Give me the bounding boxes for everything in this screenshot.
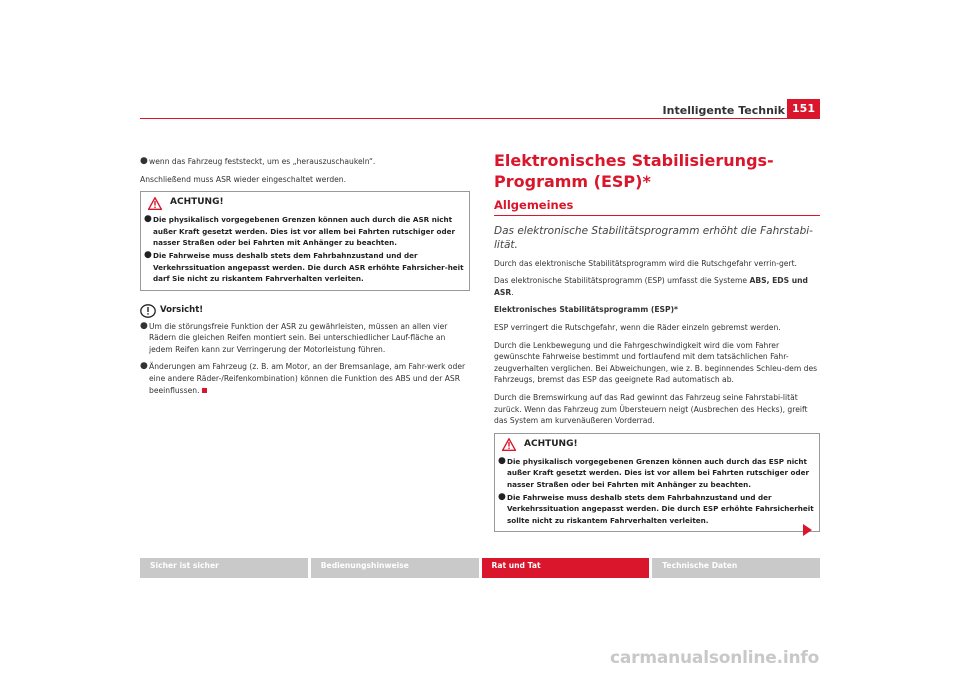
paragraph: Durch die Lenkbewegung und die Fahrgeschwindigkeit wird die vom Fahrer gewünschte Fahrweise bestimmt und fortlaufend mit dem tatsächlichen Fahr-zeugverhalten verglichen. Bei Abweichungen, wie z. B. beginnendes Schleu-dem des Fahrzeugs, bremst das ESP das geeignete Rad automatisch ab.	[494, 340, 818, 385]
caution-header	[140, 301, 470, 321]
paragraph: Das elektronische Stabilitätsprogramm (ESP) umfasst die Systeme ABS, EDS und ASR.	[494, 276, 808, 297]
tab-rat-und-tat[interactable]: Rat und Tat	[482, 558, 650, 578]
warning-triangle-icon	[148, 197, 162, 210]
bullet-icon: ●	[140, 361, 148, 372]
list-item: ● Änderungen am Fahrzeug (z. B. am Motor, an der Bremsanlage, am Fahr-werk oder eine andere Räder-/Reifenkombination) können die Funktion des ABS und der ASR beeinflussen.	[140, 361, 466, 395]
warning-title: ACHTUNG!	[524, 439, 578, 450]
page-number: 151	[787, 99, 820, 118]
bullet-icon: ●	[498, 455, 506, 466]
right-column	[494, 150, 820, 542]
footer-nav	[140, 558, 820, 578]
list-item: ● Die Fahrweise muss deshalb stets dem Fahrbahnzustand und der Verkehrssituation angepasst werden. Die durch ESP erhöhte Fahrsicherheit sollte nicht zu riskantem Fahrverhalten verleiten.	[498, 491, 814, 525]
bullet-icon: ●	[144, 250, 152, 261]
tab-bedienungshinweise[interactable]: Bedienungshinweise	[311, 558, 479, 578]
exclamation-circle-icon	[140, 304, 156, 318]
paragraph: Durch das elektronische Stabilitätsprogramm wird die Rutschgefahr verrin-gert.	[494, 258, 797, 268]
left-column	[140, 156, 470, 402]
sub-title: Elektronisches Stabilitätsprogramm (ESP)*	[494, 305, 679, 315]
paragraph: ESP verringert die Rutschgefahr, wenn die Räder einzeln gebremst werden.	[494, 322, 781, 332]
warning-title: ACHTUNG!	[170, 197, 224, 208]
bullet-icon: ●	[144, 214, 152, 225]
list-item: ● Die physikalisch vorgegebenen Grenzen können auch durch das ESP nicht außer Kraft gesetzt werden. Dies ist vor allem bei Fahrten rutschiger oder nasser Straßen oder bei Fahrten mit Anhänger zu beachten.	[498, 455, 810, 489]
list-item: ● Um die störungsfreie Funktion der ASR zu gewährleisten, müssen an allen vier Rädern die gleichen Reifen montiert sein. Bei unterschiedlicher Lauf-fläche an jedem Reifen kann zur Verringerung der Motorleistung führen.	[140, 320, 448, 354]
bullet-icon: ●	[498, 491, 506, 502]
caution-title: Vorsicht!	[160, 304, 204, 315]
warning-box	[494, 433, 820, 532]
lead-text: Das elektronische Stabilitätsprogramm erhöht die Fahrstabi-lität.	[494, 224, 813, 251]
paragraph: Anschließend muss ASR wieder eingeschaltet werden.	[140, 174, 347, 184]
header-rule	[140, 118, 820, 119]
tab-sicher-ist-sicher[interactable]: Sicher ist sicher	[140, 558, 308, 578]
list-item: ● wenn das Fahrzeug feststeckt, um es „herauszuschaukeln“.	[140, 156, 376, 166]
list-item: ● Die physikalisch vorgegebenen Grenzen können auch durch die ASR nicht außer Kraft gesetzt werden. Dies ist vor allem bei Fahrten rutschiger oder nasser Straßen oder bei Fahrten mit Anhänger zu beachten.	[144, 214, 456, 247]
warning-triangle-icon	[502, 438, 516, 451]
warning-box	[140, 191, 470, 290]
next-page-arrow-icon[interactable]	[803, 524, 812, 536]
list-item: ● Die Fahrweise muss deshalb stets dem Fahrbahnzustand und der Verkehrssituation angepasst werden. Die durch ASR erhöhte Fahrsicher-heit darf Sie nicht zu riskantem Fahrverhalten verleiten.	[144, 250, 464, 284]
warning-header	[495, 434, 819, 456]
watermark: carmanualsonline.info	[610, 648, 820, 668]
tab-technische-daten[interactable]: Technische Daten	[652, 558, 820, 578]
page-header-title: Intelligente Technik	[662, 104, 785, 117]
warning-header	[141, 192, 469, 214]
bullet-icon: ●	[140, 156, 148, 166]
bullet-icon: ●	[140, 320, 148, 331]
paragraph: Durch die Bremswirkung auf das Rad gewinnt das Fahrzeug seine Fahrstabi-lität zurück. Wenn das Fahrzeug zum Übersteuern neigt (Ausbrechen des Hecks), greift das System am kurvenäußeren Vorderrad.	[494, 392, 808, 426]
section-heading: Elektronisches Stabilisierungs-Programm (ESP)*	[494, 151, 774, 191]
end-square-icon	[202, 388, 207, 393]
section-subheading: Allgemeines	[494, 200, 820, 216]
